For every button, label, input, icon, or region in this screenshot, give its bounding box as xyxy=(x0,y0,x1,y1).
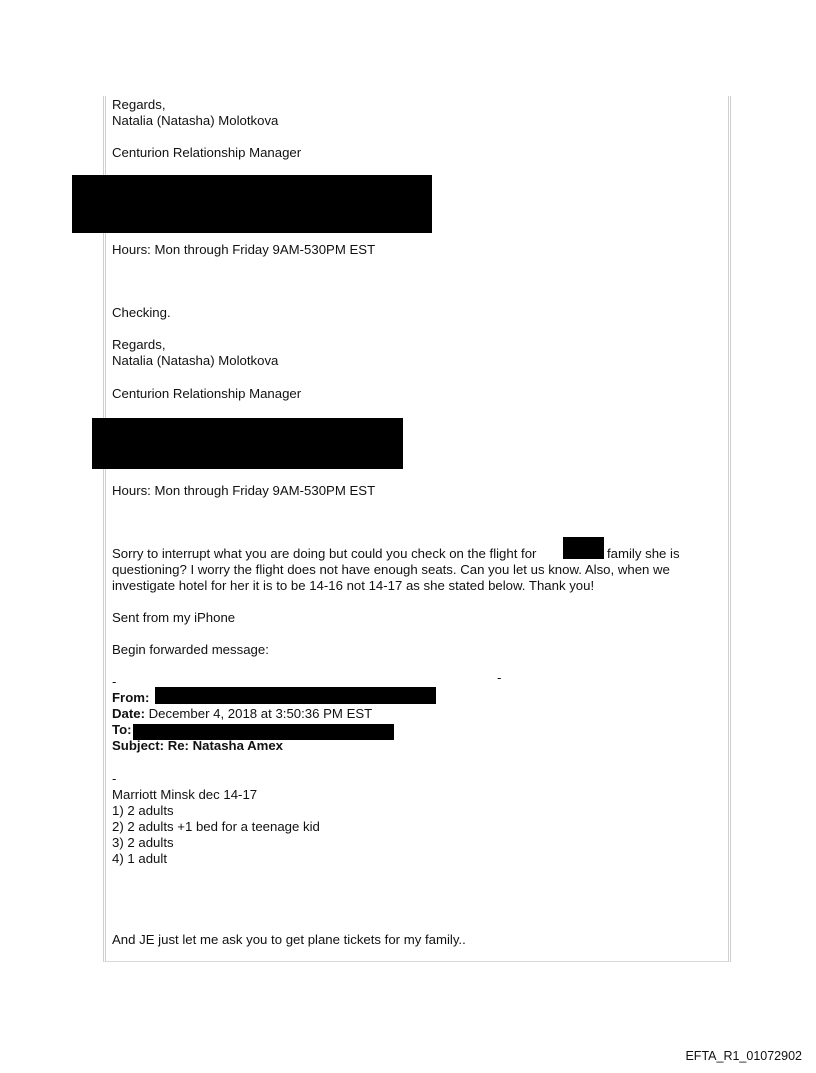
msg2-regards: Regards, xyxy=(112,337,166,352)
sig1-title: Centurion Relationship Manager xyxy=(112,145,302,160)
to-label: To: xyxy=(112,722,132,737)
msg2-title: Centurion Relationship Manager xyxy=(112,386,302,401)
forward-dash-top: - xyxy=(112,674,117,689)
msg3-body-line2: questioning? I worry the flight does not have enough seats. Can you let us know. Also, when we xyxy=(112,562,670,577)
msg2-body: Checking. xyxy=(112,305,171,320)
forward-body-line: Marriott Minsk dec 14-17 xyxy=(112,787,258,802)
sig1-hours: Hours: Mon through Friday 9AM-530PM EST xyxy=(112,242,376,257)
forward-body-line: 2) 2 adults +1 bed for a teenage kid xyxy=(112,819,320,834)
forward-body-dash: - xyxy=(112,771,117,786)
msg3-sent-from: Sent from my iPhone xyxy=(112,610,236,625)
redaction-block xyxy=(72,175,432,233)
document-id: EFTA_R1_01072902 xyxy=(685,1049,802,1063)
date-label: Date: xyxy=(112,706,145,721)
msg3-body-part2: family she is xyxy=(607,546,680,561)
subject-line xyxy=(112,738,283,754)
msg3-body-line3: investigate hotel for her it is to be 14-16 not 14-17 as she stated below. Thank you! xyxy=(112,578,595,593)
redaction-block xyxy=(155,687,436,704)
forward-body-line: 4) 1 adult xyxy=(112,851,167,866)
sig1-name: Natalia (Natasha) Molotkova xyxy=(112,113,279,128)
from-label: From: xyxy=(112,690,150,705)
sig1-regards: Regards, xyxy=(112,97,166,112)
date-line xyxy=(112,706,372,722)
subject-label: Subject: xyxy=(112,738,165,753)
date-value: December 4, 2018 at 3:50:36 PM EST xyxy=(144,706,373,721)
subject-value: Re: Natasha Amex xyxy=(164,738,284,753)
msg3-forwarded: Begin forwarded message: xyxy=(112,642,269,657)
forward-body-line: 3) 2 adults xyxy=(112,835,174,850)
redaction-block xyxy=(563,537,604,559)
msg3-body-part1: Sorry to interrupt what you are doing but could you check on the flight for xyxy=(112,546,537,561)
forward-body-last: And JE just let me ask you to get plane tickets for my family.. xyxy=(112,932,466,947)
stray-dash-mark: - xyxy=(497,670,502,685)
msg2-name: Natalia (Natasha) Molotkova xyxy=(112,353,279,368)
redaction-block xyxy=(92,418,403,469)
forward-body-line: 1) 2 adults xyxy=(112,803,174,818)
msg2-hours: Hours: Mon through Friday 9AM-530PM EST xyxy=(112,483,376,498)
